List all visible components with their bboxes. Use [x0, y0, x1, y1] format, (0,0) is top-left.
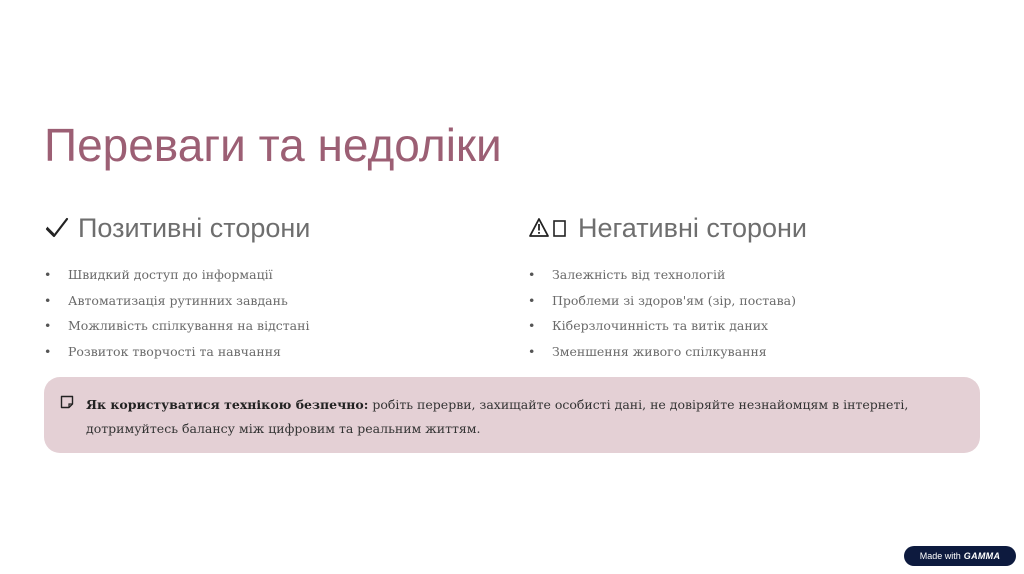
list-item: • Проблеми зі здоров'ям (зір, постава): [528, 288, 968, 314]
badge-prefix: Made with: [919, 551, 961, 561]
negative-heading: Негативні сторони: [578, 212, 807, 243]
check-icon: [44, 216, 70, 240]
bullet-dot: •: [528, 343, 536, 359]
positive-heading: Позитивні сторони: [78, 212, 311, 243]
callout-bold: Як користуватися технікою безпечно:: [86, 397, 369, 412]
callout-body: робіть перерви, захищайте особисті дані, не довіряйте незнайомцям в інтернеті, дотримуйтесь балансу між цифровим та реальним життям.: [86, 397, 909, 436]
list-item: • Розвиток творчості та навчання: [44, 339, 484, 365]
bullet-dot: •: [44, 292, 52, 308]
gamma-logo: GAMMA: [963, 551, 1001, 561]
note-icon: [60, 393, 78, 453]
bullet-dot: •: [44, 318, 52, 333]
bullet-dot: •: [44, 267, 52, 282]
list-item: • Швидкий доступ до інформації: [44, 262, 484, 288]
list-item: • Зменшення живого спілкування: [528, 339, 968, 365]
safety-callout: [44, 377, 980, 453]
positive-heading-row: [44, 208, 484, 248]
page-title: Переваги та недоліки: [44, 119, 502, 171]
list-item: • Залежність від технологій: [528, 262, 968, 288]
bullet-dot: •: [528, 292, 536, 308]
bullet-dot: •: [528, 267, 536, 282]
bullet-dot: •: [528, 318, 536, 333]
callout-text: [86, 393, 960, 453]
negative-heading-row: [528, 208, 968, 248]
negative-list: [528, 262, 968, 364]
list-item: • Автоматизація рутинних завдань: [44, 288, 484, 314]
made-with-gamma-badge[interactable]: [904, 546, 1016, 566]
list-item: • Можливість спілкування на відстані: [44, 313, 484, 339]
bullet-dot: •: [44, 343, 52, 359]
list-item: • Кіберзлочинність та витік даних: [528, 313, 968, 339]
warning-icon: [528, 216, 570, 240]
negative-column: [528, 208, 968, 364]
positive-column: [44, 208, 484, 364]
positive-list: [44, 262, 484, 364]
